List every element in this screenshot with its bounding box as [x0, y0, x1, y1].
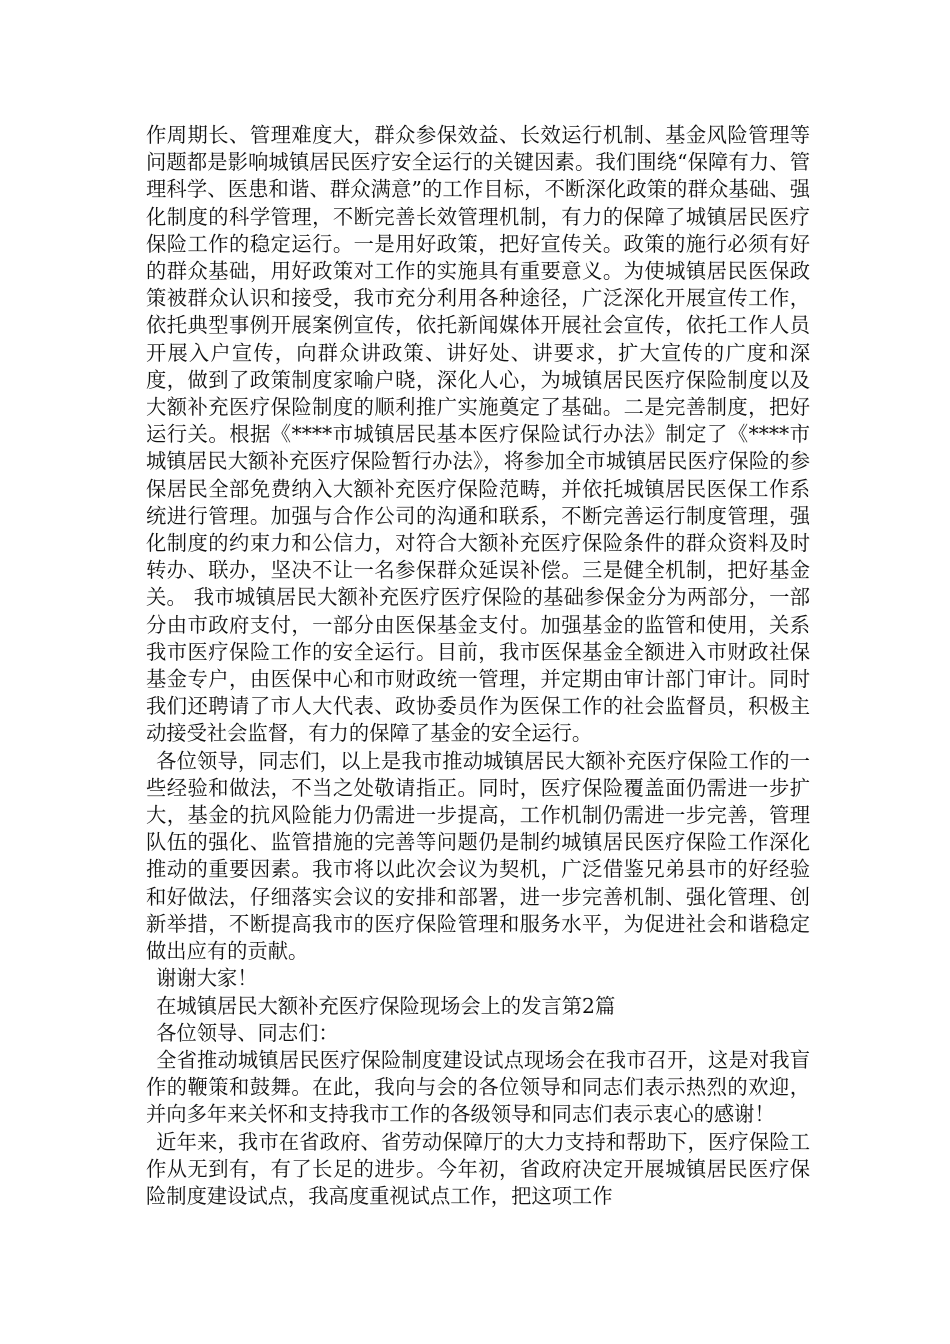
body-paragraph-3: 全省推动城镇居民医疗保险制度建设试点现场会在我市召开，这是对我盲作的鞭策和鼓舞。在此，我向与会的各位领导和同志们表示热烈的欢迎，并向多年来关怀和支持我市工作的各级领导和同志们表示衷心的感谢！	[146, 1047, 810, 1127]
salutation: 各位领导、同志们：	[156, 1020, 339, 1045]
body-paragraph-1: 作周期长、管理难度大，群众参保效益、长效运行机制、基金风险管理等问题都是影响城镇居民医疗安全运行的关键因素。我们围绕“保障有力、管理科学、医患和谐、群众满意”的工作目标，不断深化政策的群众基础、强化制度的科学管理，不断完善长效管理机制，有力的保障了城镇居民医疗保险工作的稳定运行。一是用好政策，把好宣传关。政策的施行必须有好的群众基础，用好政策对工作的实施具有重要意义。为使城镇居民医保政策被群众认识和接受，我市充分利用各种途径，广泛深化开展宣传工作，依托典型事例开展案例宣传，依托新闻媒体开展社会宣传，依托工作人员开展入户宣传，向群众讲政策、讲好处、讲要求，扩大宣传的广度和深度，做到了政策制度家喻户晓，深化人心，为城镇居民医疗保险制度以及大额补充医疗保险制度的顺利推广实施奠定了基础。二是完善制度，把好运行关。根据《****市城镇居民基本医疗保险试行办法》制定了《****市城镇居民大额补充医疗保险暂行办法》，将参加全市城镇居民医疗保险的参保居民全部免费纳入大额补充医疗保险范畴，并依托城镇居民医保工作系统进行管理。加强与合作公司的沟通和联系，不断完善运行制度管理，强化制度的约束力和公信力，对符合大额补充医疗保险条件的群众资料及时转办、联办，坚决不让一名参保群众延误补偿。三是健全机制，把好基金关。 我市城镇居民大额补充医疗医疗保险的基础参保金分为两部分，一部分由市政府支付，一部分由医保基金支付。加强基金的监管和使用，关系我市医疗保险工作的安全运行。目前，我市医保基金全额进入市财政社保基金专户，由医保中心和市财政统一管理，并定期由审计部门审计。同时我们还聘请了市人大代表、政协委员作为医保工作的社会监督员，积极主动接受社会监督，有力的保障了基金的安全运行。	[146, 123, 810, 746]
thanks-line: 谢谢大家！	[156, 966, 258, 991]
section-title: 在城镇居民大额补充医疗保险现场会上的发言第2篇	[156, 993, 616, 1018]
body-paragraph-4: 近年来，我市在省政府、省劳动保障厅的大力支持和帮助下，医疗保险工作从无到有，有了长足的进步。今年初，省政府决定开展城镇居民医疗保险制度建设试点，我高度重视试点工作，把这项工作	[146, 1129, 810, 1208]
body-paragraph-2: 各位领导，同志们，以上是我市推动城镇居民大额补充医疗保险工作的一些经验和做法，不当之处敬请指正。同时，医疗保险覆盖面仍需进一步扩大，基金的抗风险能力仍需进一步提高，工作机制仍需进一步完善，管理队伍的强化、监管措施的完善等问题仍是制约城镇居民医疗保险工作深化推动的重要因素。我市将以此次会议为契机，广泛借鉴兄弟县市的好经验和好做法，仔细落实会议的安排和部署，进一步完善机制、强化管理、创新举措，不断提高我市的医疗保险管理和服务水平，为促进社会和谐稳定做出应有的贡献。	[146, 748, 810, 964]
document-page	[146, 122, 810, 1210]
